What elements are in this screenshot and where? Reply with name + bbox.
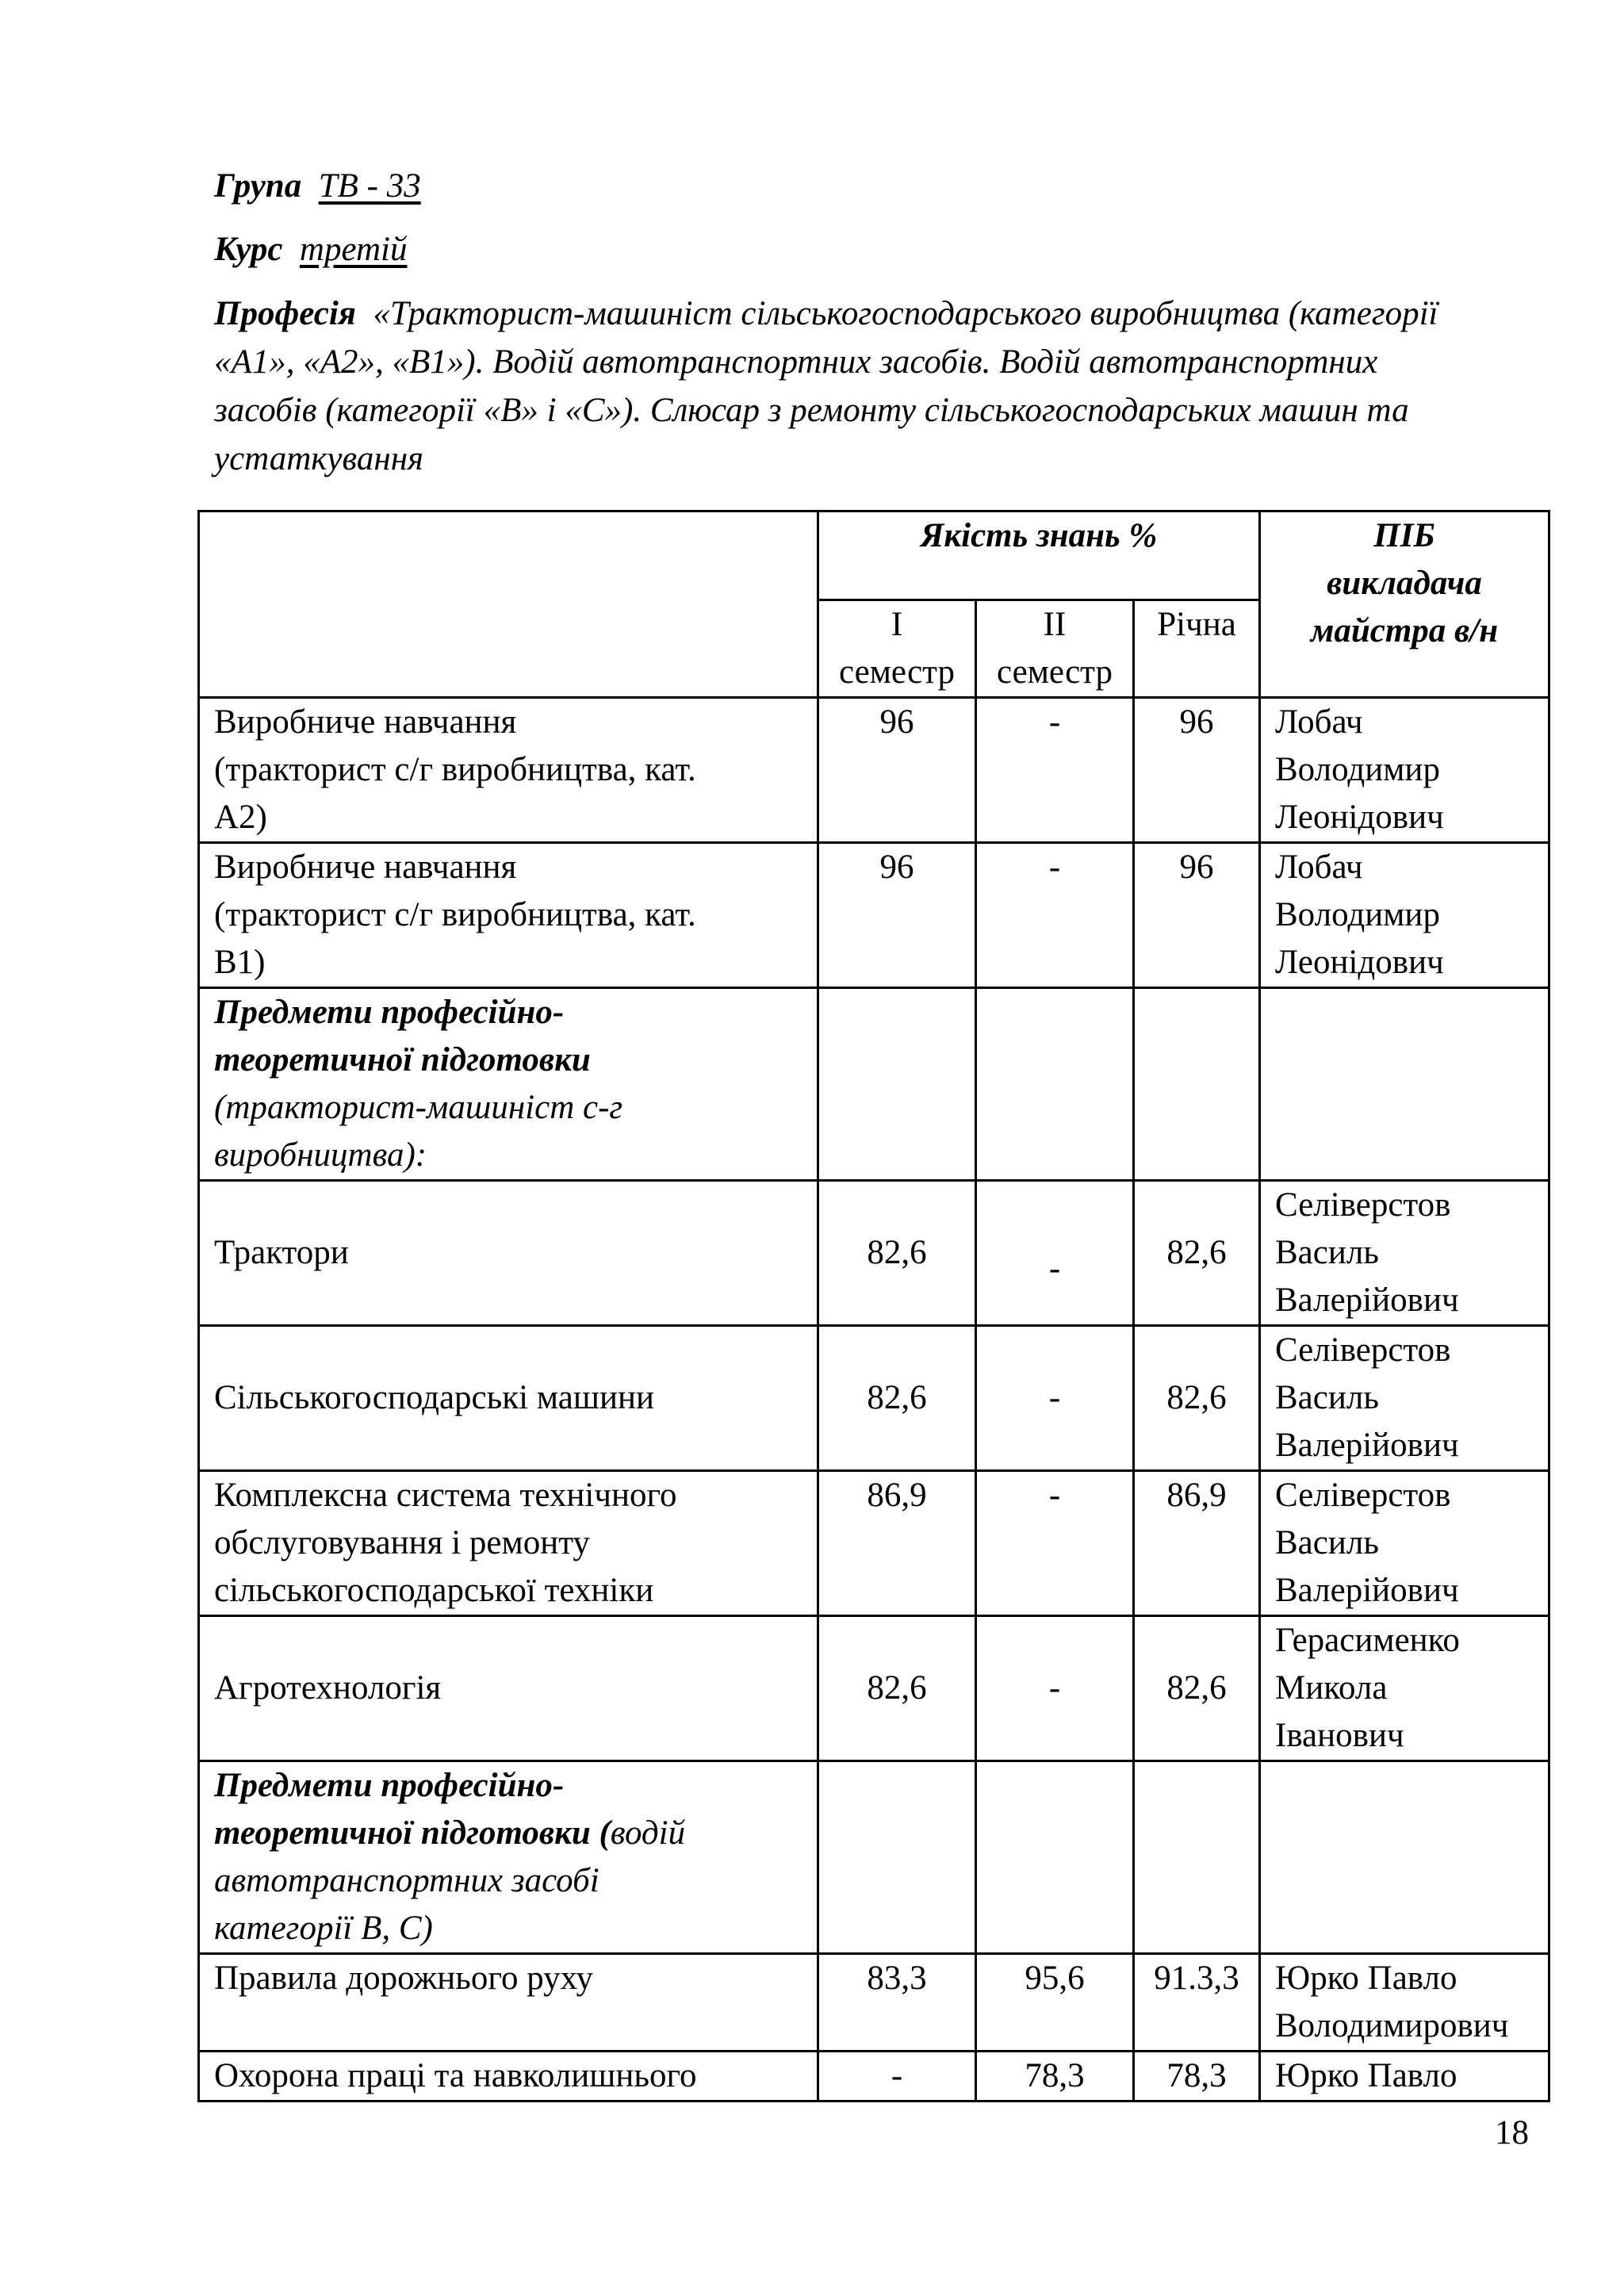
teacher-cell: Селіверстов Василь Валерійович [1260, 1471, 1549, 1616]
sem2-cell: - [976, 698, 1134, 843]
section-cell: Предмети професійно- теоретичної підготовки (водій автотранспортних засобі категорії В, С) [199, 1761, 818, 1954]
teacher-cell: Юрко Павло Володимирович [1260, 1954, 1549, 2052]
sem1-cell: 82,6 [818, 1616, 976, 1761]
table-row [199, 1471, 1549, 1616]
sem1-cell: - [818, 2052, 976, 2102]
sem2-cell: - [976, 1616, 1134, 1761]
sem2-cell: - [976, 843, 1134, 988]
annual-cell: 96 [1134, 843, 1260, 988]
page-number: 18 [1495, 2114, 1529, 2151]
teacher-cell: Герасименко Микола Іванович [1260, 1616, 1549, 1761]
table-row [199, 1181, 1549, 1326]
teacher-cell: Селіверстов Василь Валерійович [1260, 1326, 1549, 1471]
table-row [199, 1326, 1549, 1471]
course-label: Курс [214, 231, 283, 268]
group-line [214, 163, 421, 210]
subject-cell: Агротехнологія [199, 1616, 818, 1761]
profession-block [214, 289, 1451, 483]
subject-cell: Трактори [199, 1181, 818, 1326]
subject-cell: Охорона праці та навколишнього [199, 2052, 818, 2102]
group-value: ТВ - 33 [318, 167, 421, 205]
section-row [199, 988, 1549, 1181]
teacher-cell: Лобач Володимир Леонідович [1260, 698, 1549, 843]
section-cell: Предмети професійно- теоретичної підготовки (тракторист-машиніст с-г виробництва): [199, 988, 818, 1181]
annual-cell: 91.3,3 [1134, 1954, 1260, 2052]
teacher-header: ПІБ викладача майстра в/н [1260, 511, 1549, 698]
table-row [199, 1954, 1549, 2052]
table-row [199, 698, 1549, 843]
annual-cell: 96 [1134, 698, 1260, 843]
sem1-cell: 82,6 [818, 1181, 976, 1326]
sem2-cell: 78,3 [976, 2052, 1134, 2102]
table-row [199, 1616, 1549, 1761]
annual-cell: 82,6 [1134, 1326, 1260, 1471]
sem1-cell: 96 [818, 843, 976, 988]
annual-cell: 86,9 [1134, 1471, 1260, 1616]
table-row [199, 843, 1549, 988]
teacher-cell: Селіверстов Василь Валерійович [1260, 1181, 1549, 1326]
sem2-cell: - [976, 1326, 1134, 1471]
sem2-cell: - [976, 1181, 1134, 1326]
annual-header: Річна [1134, 600, 1260, 698]
grades-table [197, 510, 1550, 2102]
course-value: третій [299, 231, 408, 268]
annual-cell: 82,6 [1134, 1616, 1260, 1761]
subject-cell: Виробниче навчання (тракторист с/г виробництва, кат. А2) [199, 698, 818, 843]
teacher-cell: Лобач Володимир Леонідович [1260, 843, 1549, 988]
annual-cell: 78,3 [1134, 2052, 1260, 2102]
sem2-cell: 95,6 [976, 1954, 1134, 2052]
sem1-header: І семестр [818, 600, 976, 698]
section-row [199, 1761, 1549, 1954]
table-row [199, 2052, 1549, 2102]
subject-cell: Сільськогосподарські машини [199, 1326, 818, 1471]
group-label: Група [214, 167, 302, 205]
annual-cell: 82,6 [1134, 1181, 1260, 1326]
header-empty-cell [199, 511, 818, 698]
subject-cell: Комплексна система технічного обслуговування і ремонту сільськогосподарської техніки [199, 1471, 818, 1616]
quality-header: Якість знань % [818, 511, 1260, 600]
subject-cell: Правила дорожнього руху [199, 1954, 818, 2052]
course-line [214, 226, 408, 274]
subject-cell: Виробниче навчання (тракторист с/г виробництва, кат. В1) [199, 843, 818, 988]
profession-label: Професія [214, 295, 356, 332]
sem1-cell: 82,6 [818, 1326, 976, 1471]
sem2-header: ІІ семестр [976, 600, 1134, 698]
table-header-row-1 [199, 511, 1549, 600]
profession-text: «Тракторист-машиніст сільськогосподарського виробництва (категорії «А1», «А2», «В1»). Водій автотранспортних засобів. Водій автотранспортних засобів (категорії «В» і «С»). Слюсар з ремонту сільськогосподарських машин та устаткування [214, 295, 1438, 477]
sem1-cell: 83,3 [818, 1954, 976, 2052]
teacher-cell: Юрко Павло [1260, 2052, 1549, 2102]
sem2-cell: - [976, 1471, 1134, 1616]
sem1-cell: 86,9 [818, 1471, 976, 1616]
sem1-cell: 96 [818, 698, 976, 843]
